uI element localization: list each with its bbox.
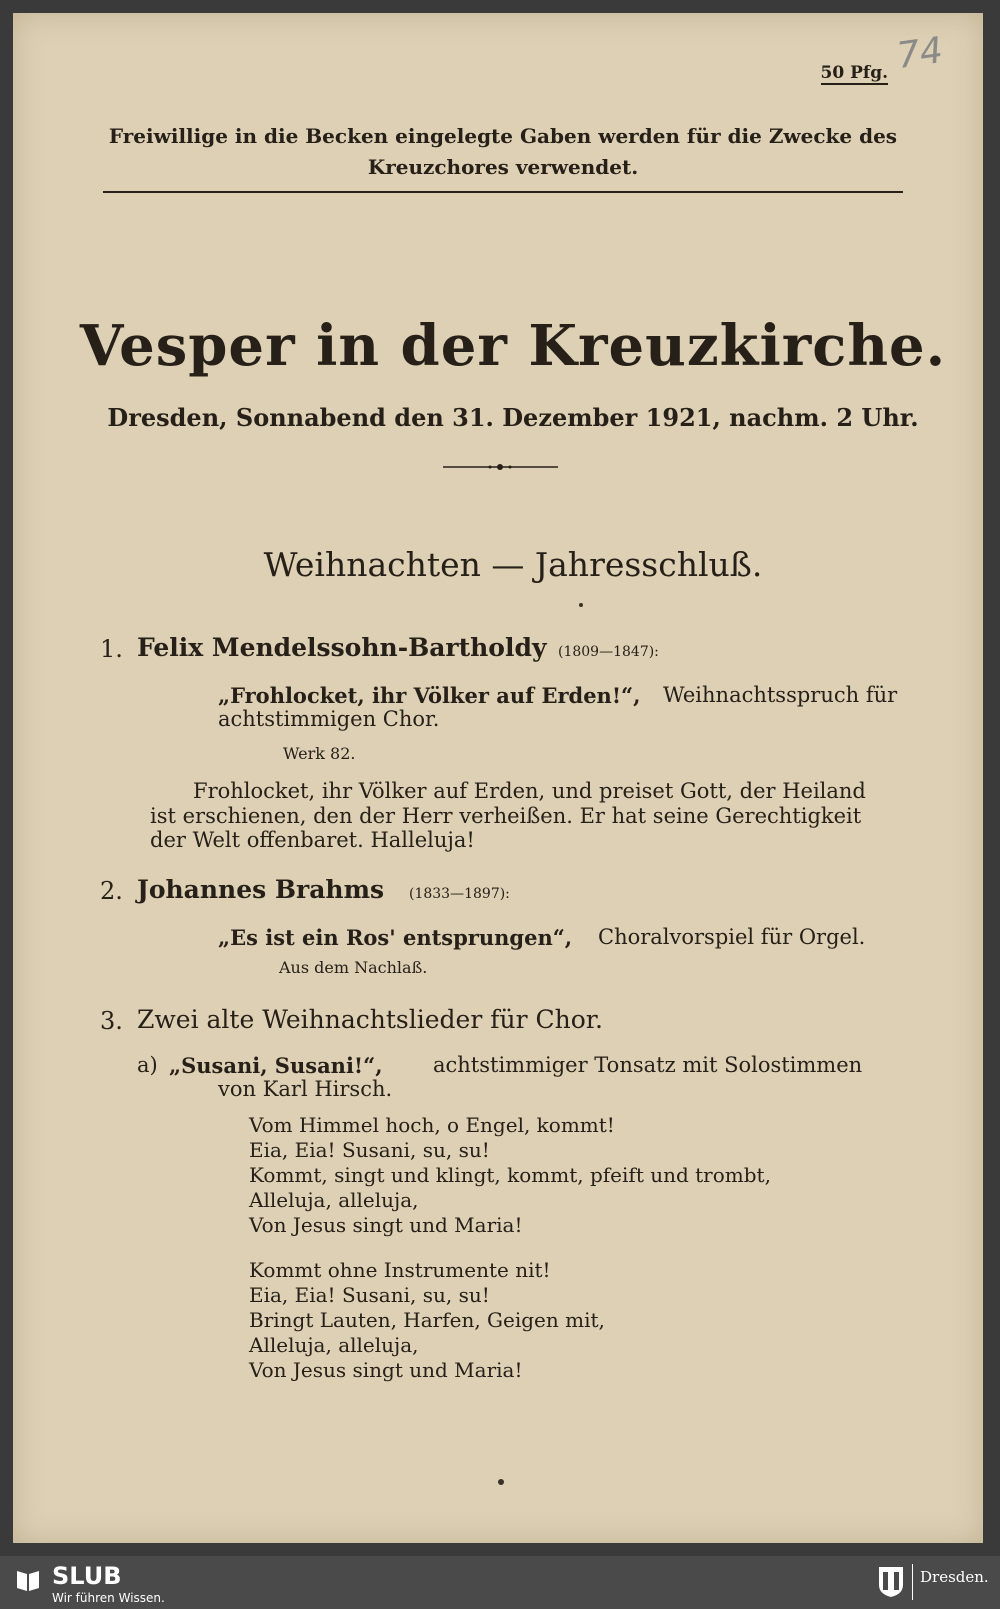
lyric-line: Bringt Lauten, Harfen, Geigen mit, <box>249 1308 605 1332</box>
work-description: Choralvorspiel für Orgel. <box>598 925 866 949</box>
lyric-line: Alleluja, alleluja, <box>249 1333 419 1357</box>
work-title: „Es ist ein Ros' entsprungen“, <box>218 925 573 950</box>
composer-name: Felix Mendelssohn-Bartholdy <box>137 633 547 662</box>
page-title: Vesper in der Kreuzkirche. <box>79 313 947 379</box>
decorative-dot <box>498 1479 504 1485</box>
document-page <box>13 13 983 1543</box>
lyric-line: Kommt, singt und klingt, kommt, pfeift und trombt, <box>249 1163 771 1187</box>
song-description: achtstimmiger Tonsatz mit Solostimmen <box>433 1053 863 1077</box>
item-number: 2. <box>100 877 123 905</box>
item-number: 1. <box>100 635 123 663</box>
item-heading: Zwei alte Weihnachtslieder für Chor. <box>137 1005 603 1034</box>
work-title: „Frohlocket, ihr Völker auf Erden!“, <box>218 683 641 708</box>
lyric-line: Alleluja, alleluja, <box>249 1188 419 1212</box>
work-description: Weihnachtsspruch für <box>663 683 898 707</box>
text-line: ist erschienen, den der Herr verheißen. Er hat seine Gerechtigkeit <box>150 804 862 828</box>
book-icon <box>14 1566 42 1594</box>
source-note: Aus dem Nachlaß. <box>279 958 428 977</box>
footer-tagline: Wir führen Wissen. <box>52 1591 165 1605</box>
footer-city: Dresden. <box>920 1568 989 1586</box>
lyric-line: Von Jesus singt und Maria! <box>249 1213 523 1237</box>
composer-dates: (1809—1847): <box>558 644 659 660</box>
archive-mark: 74 <box>894 30 946 77</box>
lyric-line: Von Jesus singt und Maria! <box>249 1358 523 1382</box>
lyric-line: Vom Himmel hoch, o Engel, kommt! <box>249 1113 615 1137</box>
work-description: achtstimmigen Chor. <box>218 707 440 731</box>
footer-brand: SLUB <box>52 1562 122 1590</box>
page-subtitle: Dresden, Sonnabend den 31. Dezember 1921, nachm. 2 Uhr. <box>107 403 919 432</box>
city-crest-icon <box>878 1566 904 1598</box>
song-title: „Susani, Susani!“, <box>169 1053 383 1078</box>
lyric-line: Eia, Eia! Susani, su, su! <box>249 1138 490 1162</box>
text-line: der Welt offenbaret. Halleluja! <box>150 828 475 852</box>
section-heading: Weihnachten — Jahresschluß. <box>263 545 763 584</box>
ornament-divider <box>443 461 558 473</box>
lyric-line: Eia, Eia! Susani, su, su! <box>249 1283 490 1307</box>
sub-label: a) <box>137 1053 158 1077</box>
footer-divider <box>912 1564 913 1600</box>
donation-notice: Freiwillige in die Becken eingelegte Gaben werden für die Zwecke des Kreuzchores verwendet. <box>108 124 898 179</box>
price: 50 Pfg. <box>820 63 888 83</box>
notice-rule <box>103 191 903 193</box>
lyric-line: Kommt ohne Instrumente nit! <box>249 1258 551 1282</box>
composer-name: Johannes Brahms <box>137 875 385 904</box>
opus-number: Werk 82. <box>283 744 356 763</box>
footer-bar <box>0 1556 1000 1609</box>
decorative-dot <box>579 603 583 607</box>
composer-dates: (1833—1897): <box>409 886 510 902</box>
text-line: Frohlocket, ihr Völker auf Erden, und preiset Gott, der Heiland <box>193 779 866 803</box>
item-number: 3. <box>100 1007 123 1035</box>
song-description: von Karl Hirsch. <box>218 1077 393 1101</box>
